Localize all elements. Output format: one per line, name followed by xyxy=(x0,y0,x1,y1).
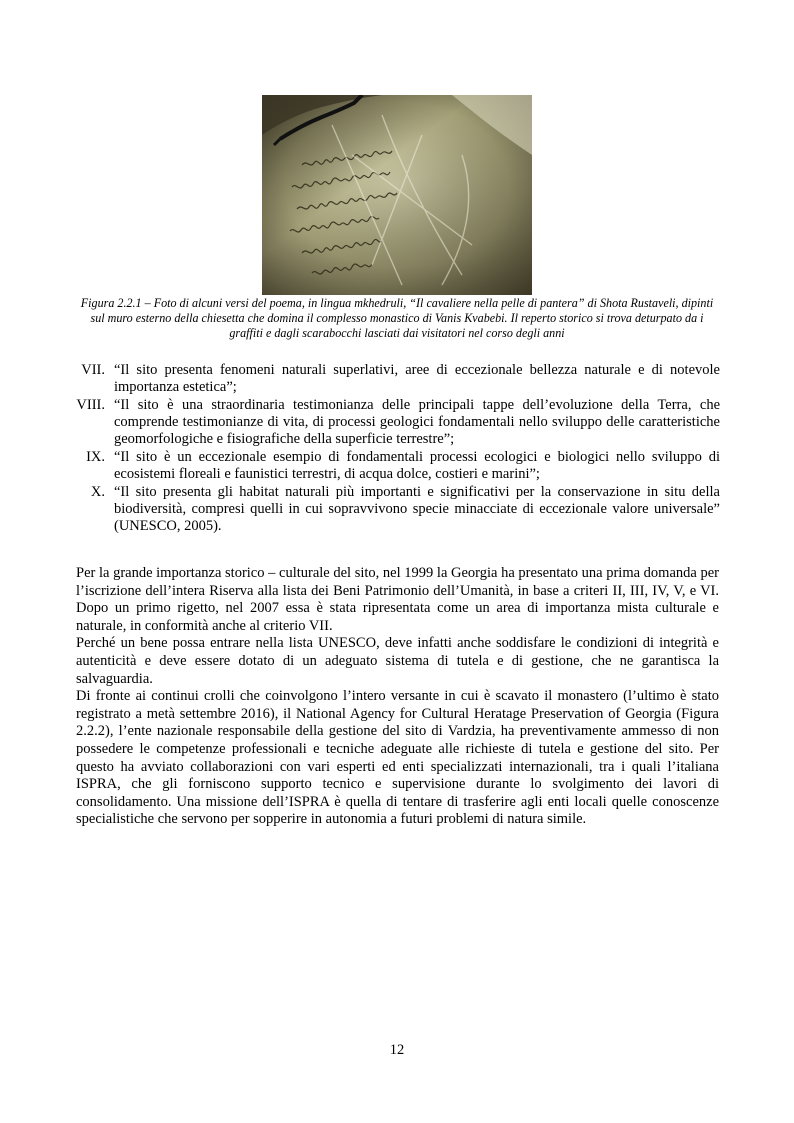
page-number: 12 xyxy=(389,1042,405,1058)
body-text xyxy=(76,565,719,829)
figure-caption: Figura 2.2.1 – Foto di alcuni versi del poema, in lingua mkhedruli, “Il cavaliere nella pelle di pantera” di Shota Rustaveli, dipinti sul muro esterno della chiesetta che domina il complesso monastico di Vanis Kvabebi. Il reperto storico si trova deturpato da i graffiti e dagli scarabocchi lasciati dai visitatori nel corso degli anni xyxy=(80,296,714,341)
list-item xyxy=(60,362,720,396)
paragraph: Per la grande importanza storico – culturale del sito, nel 1999 la Georgia ha presentato una prima domanda per l’iscrizione dell’intera Riserva alla lista dei Beni Patrimonio dell’Umanità, in base a criteri II, III, IV, V, e VI. Dopo un primo rigetto, nel 2007 essa è stata ripresentata come un area di importanza mista culturale e naturale, in conformità anche al criterio VII. xyxy=(76,565,719,634)
criteria-list xyxy=(60,362,720,536)
list-item-number: IX. xyxy=(86,449,105,466)
list-item-text: “Il sito è un eccezionale esempio di fondamentali processi ecologici e biologici nello sviluppo di ecosistemi floreali e faunistici terrestri, di acqua dolce, costieri e marini”; xyxy=(114,449,720,483)
list-item-text: “Il sito è una straordinaria testimonianza delle principali tappe dell’evoluzione della Terra, che comprende testimonianze di vita, di processi geologici fondamentali nello sviluppo delle caratteristiche geomorfologiche e fisiografiche della superficie terrestre”; xyxy=(114,396,720,448)
list-item-number: X. xyxy=(90,483,105,500)
list-item-text: “Il sito presenta gli habitat naturali più importanti e significativi per la conservazione in situ della biodiversità, compresi quelli in cui sopravvivono specie minacciate di eccezionale valore universale” (UNESCO, 2005). xyxy=(114,483,720,535)
paragraph: Di fronte ai continui crolli che coinvolgono l’intero versante in cui è scavato il monastero (l’ultimo è stato registrato a metà settembre 2016), il National Agency for Cultural Heratage Preservation of Georgia (Figura 2.2.2), l’ente nazionale responsabile della gestione del sito di Vardzia, ha preventivamente ammesso di non possedere le competenze professionali e tecniche adeguate alle richieste di tutela e gestione del sito. Per questo ha avviato collaborazioni con vari esperti ed enti specializzati internazionali, tra i quali l’italiana ISPRA, che gli forniscono supporto tecnico e supervisione durante lo svolgimento dei lavori di consolidamento. Una missione dell’ISPRA è quella di tentare di trasferire agli enti locali quelle conoscenze specialistiche che servono per sopperire in autonomia a futuri problemi di natura simile. xyxy=(76,688,719,828)
list-item-number: VIII. xyxy=(76,396,105,413)
list-item xyxy=(60,484,720,536)
figure-photo xyxy=(262,95,532,295)
list-item-text: “Il sito presenta fenomeni naturali superlativi, aree di eccezionale bellezza naturale e di notevole importanza estetica”; xyxy=(114,362,720,396)
list-item-number: VII. xyxy=(81,362,105,378)
list-item xyxy=(60,397,720,449)
paragraph: Perché un bene possa entrare nella lista UNESCO, deve infatti anche soddisfare le condizioni di integrità e autenticità e deve essere dotato di un adeguato sistema di tutela e di gestione, che ne garantisca la salvaguardia. xyxy=(76,635,719,687)
list-item xyxy=(60,449,720,483)
